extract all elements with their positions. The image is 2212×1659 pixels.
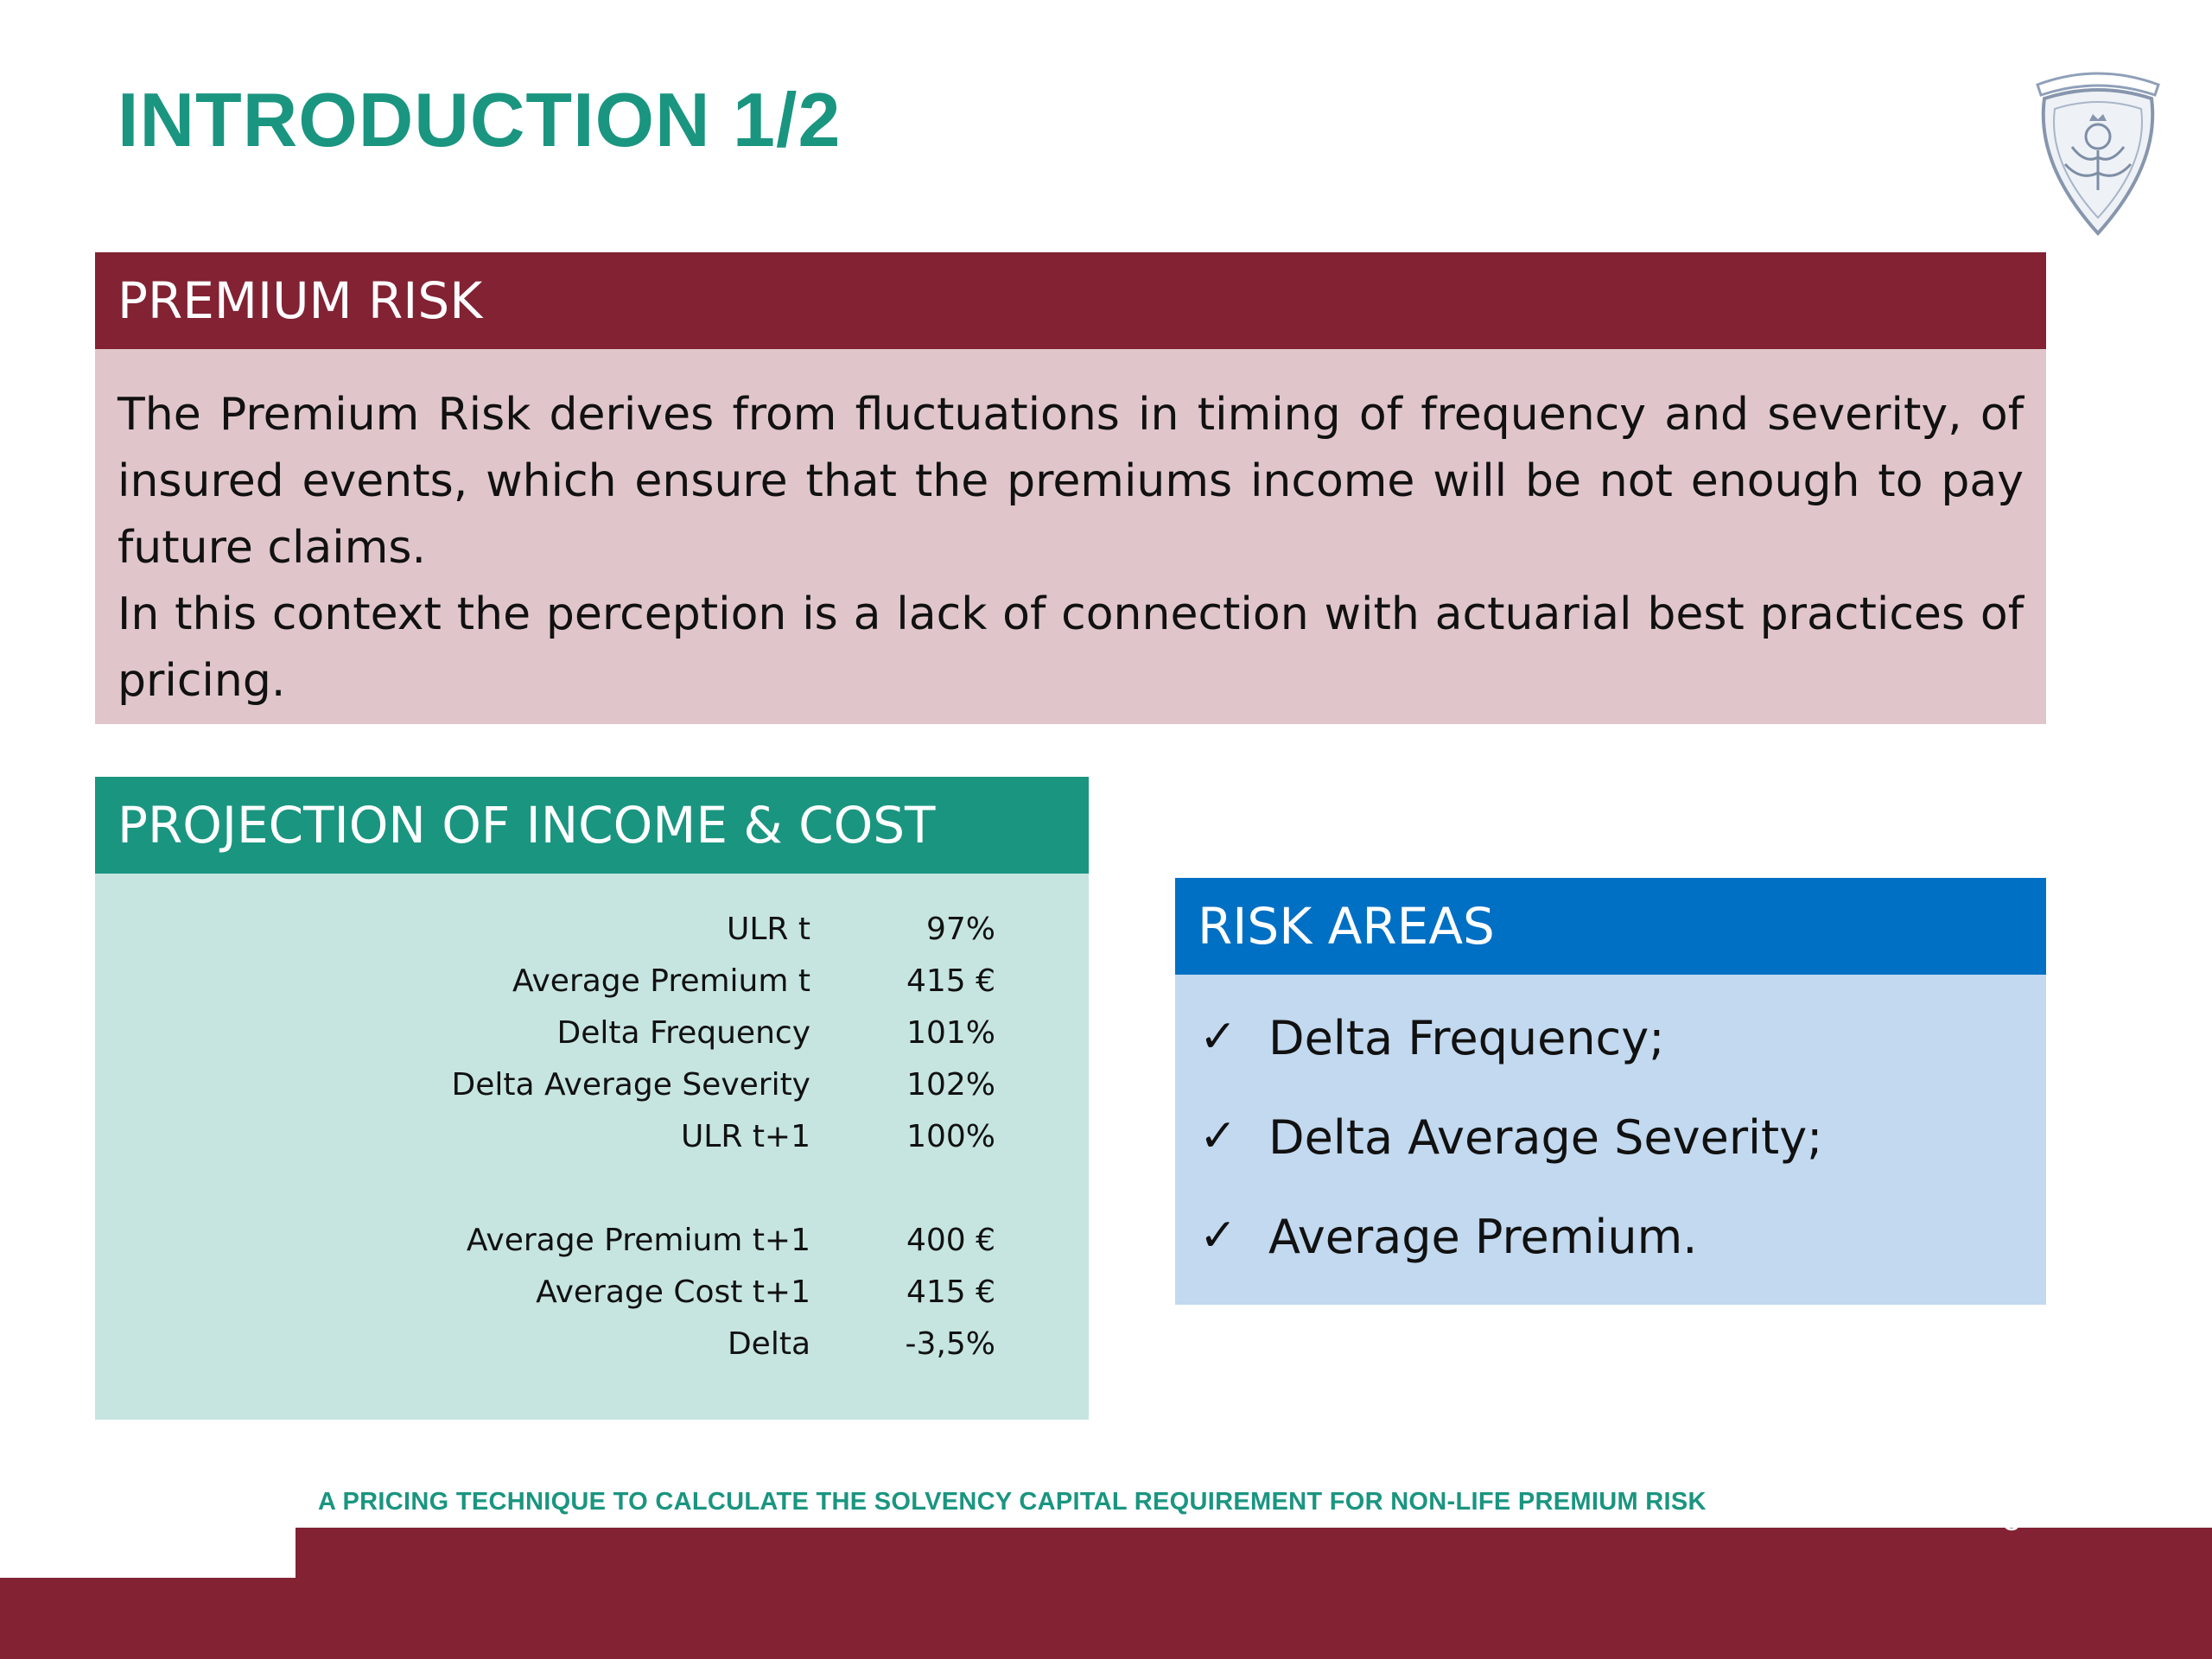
- page-number: 3: [2003, 1502, 2021, 1537]
- university-seal-icon: [2020, 60, 2176, 242]
- premium-risk-paragraph-2: In this context the perception is a lack of connection with actuarial best practices of pricing.: [118, 588, 2024, 707]
- row-value: 97%: [925, 912, 995, 947]
- projection-header: [95, 777, 1089, 874]
- row-label: Delta Average Severity: [451, 1067, 810, 1103]
- row-label: Average Cost t+1: [536, 1274, 810, 1310]
- risk-areas-body: [1175, 975, 2046, 1305]
- footer-title: A PRICING TECHNIQUE TO CALCULATE THE SOLVENCY CAPITAL REQUIREMENT FOR NON-LIFE PREMIUM RISK: [318, 1488, 1707, 1516]
- check-mark-icon: ✓: [1199, 1011, 1237, 1063]
- projection-table: [95, 912, 1089, 1378]
- row-value: 101%: [906, 1015, 995, 1051]
- table-row: [95, 1015, 1089, 1067]
- row-label: ULR t+1: [680, 1119, 810, 1154]
- risk-areas-heading: RISK AREAS: [1198, 897, 1495, 956]
- projection-heading: PROJECTION OF INCOME & COST: [118, 796, 936, 855]
- risk-area-label: Delta Average Severity;: [1268, 1110, 1823, 1165]
- row-value: 415 €: [906, 963, 995, 999]
- footer-band: [0, 1528, 2212, 1659]
- table-row: [95, 1274, 1089, 1326]
- footer-notch: [0, 1528, 296, 1578]
- check-mark-icon: ✓: [1199, 1210, 1237, 1262]
- row-label: ULR t: [727, 912, 810, 947]
- table-row: [95, 963, 1089, 1015]
- list-item: [1175, 1011, 2046, 1110]
- row-value: 400 €: [906, 1223, 995, 1258]
- premium-risk-paragraph-1: The Premium Risk derives from fluctuations in timing of frequency and severity, of insured events, which ensure that the premiums income will be not enough to pay future claims.: [118, 389, 2024, 574]
- premium-risk-heading: PREMIUM RISK: [118, 271, 483, 330]
- table-row: [95, 912, 1089, 963]
- row-value: 415 €: [906, 1274, 995, 1310]
- risk-area-label: Average Premium.: [1268, 1210, 1698, 1264]
- table-spacer: [95, 1171, 1089, 1223]
- row-value: 100%: [906, 1119, 995, 1154]
- row-label: Delta: [727, 1326, 810, 1362]
- check-mark-icon: ✓: [1199, 1110, 1237, 1162]
- premium-risk-body: [95, 349, 2046, 724]
- row-value: -3,5%: [905, 1326, 995, 1362]
- slide-title: INTRODUCTION 1/2: [118, 77, 842, 162]
- row-label: Delta Frequency: [556, 1015, 810, 1051]
- row-label: Average Premium t+1: [466, 1223, 810, 1258]
- table-row: [95, 1223, 1089, 1274]
- row-label: Average Premium t: [512, 963, 810, 999]
- table-row: [95, 1119, 1089, 1171]
- table-row: [95, 1067, 1089, 1119]
- table-row: [95, 1326, 1089, 1378]
- risk-area-label: Delta Frequency;: [1268, 1011, 1665, 1065]
- premium-risk-header: [95, 252, 2046, 349]
- projection-body: [95, 874, 1089, 1420]
- list-item: [1175, 1110, 2046, 1210]
- list-item: [1175, 1210, 2046, 1309]
- row-value: 102%: [906, 1067, 995, 1103]
- risk-areas-header: [1175, 878, 2046, 975]
